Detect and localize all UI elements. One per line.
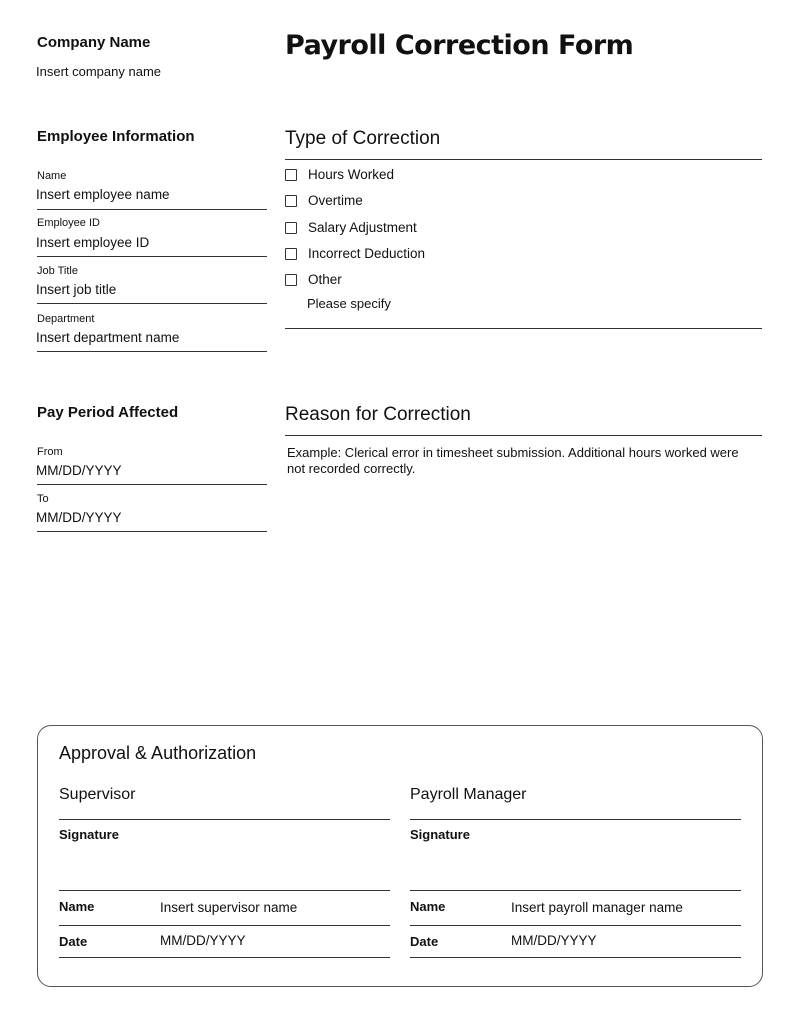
- manager-date-label: Date: [410, 934, 439, 949]
- divider: [37, 303, 267, 304]
- divider: [37, 531, 267, 532]
- salary-adjustment-label: Salary Adjustment: [308, 220, 417, 235]
- incorrect-deduction-label: Incorrect Deduction: [308, 246, 426, 261]
- divider: [59, 957, 390, 958]
- divider: [37, 351, 267, 352]
- manager-signature-label: Signature: [410, 827, 470, 842]
- employee-name-input[interactable]: Insert employee name: [36, 187, 170, 202]
- hours-worked-label: Hours Worked: [308, 167, 395, 182]
- correction-type-heading: Type of Correction: [285, 128, 441, 149]
- manager-name-label: Name: [410, 899, 446, 914]
- from-label: From: [37, 446, 63, 458]
- reason-textarea[interactable]: Example: Clerical error in timesheet submission. Additional hours worked were not recorded correctly.: [287, 445, 739, 476]
- overtime-label: Overtime: [308, 193, 363, 208]
- payroll-manager-heading: Payroll Manager: [410, 786, 527, 803]
- supervisor-signature-field[interactable]: [59, 845, 390, 889]
- divider: [410, 819, 741, 820]
- company-name-label: Company Name: [37, 34, 151, 51]
- manager-name-input[interactable]: Insert payroll manager name: [511, 900, 683, 915]
- manager-signature-field[interactable]: [410, 845, 741, 889]
- department-label: Department: [37, 313, 95, 325]
- incorrect-deduction-checkbox[interactable]: [285, 248, 297, 260]
- salary-adjustment-checkbox[interactable]: [285, 222, 297, 234]
- divider: [285, 435, 762, 436]
- overtime-checkbox[interactable]: [285, 195, 297, 207]
- divider: [410, 890, 741, 891]
- employee-name-label: Name: [37, 170, 67, 182]
- divider: [59, 819, 390, 820]
- supervisor-heading: Supervisor: [59, 786, 136, 803]
- job-title-label: Job Title: [37, 265, 78, 277]
- job-title-input[interactable]: Insert job title: [36, 282, 117, 297]
- to-date-input[interactable]: MM/DD/YYYY: [36, 510, 122, 525]
- employee-id-label: Employee ID: [37, 217, 100, 229]
- divider: [37, 256, 267, 257]
- divider: [59, 925, 390, 926]
- manager-date-input[interactable]: MM/DD/YYYY: [511, 933, 597, 948]
- employee-info-heading: Employee Information: [37, 128, 195, 145]
- page-title: Payroll Correction Form: [285, 30, 634, 61]
- supervisor-date-input[interactable]: MM/DD/YYYY: [160, 933, 246, 948]
- divider: [37, 209, 267, 210]
- supervisor-name-input[interactable]: Insert supervisor name: [160, 900, 298, 915]
- other-label: Other: [308, 272, 342, 287]
- other-specify-input[interactable]: Please specify: [307, 296, 391, 311]
- approval-heading: Approval & Authorization: [59, 743, 257, 763]
- divider: [410, 925, 741, 926]
- divider: [285, 328, 762, 329]
- hours-worked-checkbox[interactable]: [285, 169, 297, 181]
- employee-id-input[interactable]: Insert employee ID: [36, 235, 150, 250]
- divider: [37, 484, 267, 485]
- supervisor-date-label: Date: [59, 934, 88, 949]
- supervisor-signature-label: Signature: [59, 827, 119, 842]
- divider: [410, 957, 741, 958]
- from-date-input[interactable]: MM/DD/YYYY: [36, 463, 122, 478]
- divider: [59, 890, 390, 891]
- divider: [285, 159, 762, 160]
- reason-heading: Reason for Correction: [285, 404, 471, 425]
- company-name-input[interactable]: Insert company name: [36, 64, 162, 79]
- to-label: To: [37, 493, 49, 505]
- other-checkbox[interactable]: [285, 274, 297, 286]
- supervisor-name-label: Name: [59, 899, 95, 914]
- department-input[interactable]: Insert department name: [36, 330, 180, 345]
- pay-period-heading: Pay Period Affected: [37, 404, 179, 421]
